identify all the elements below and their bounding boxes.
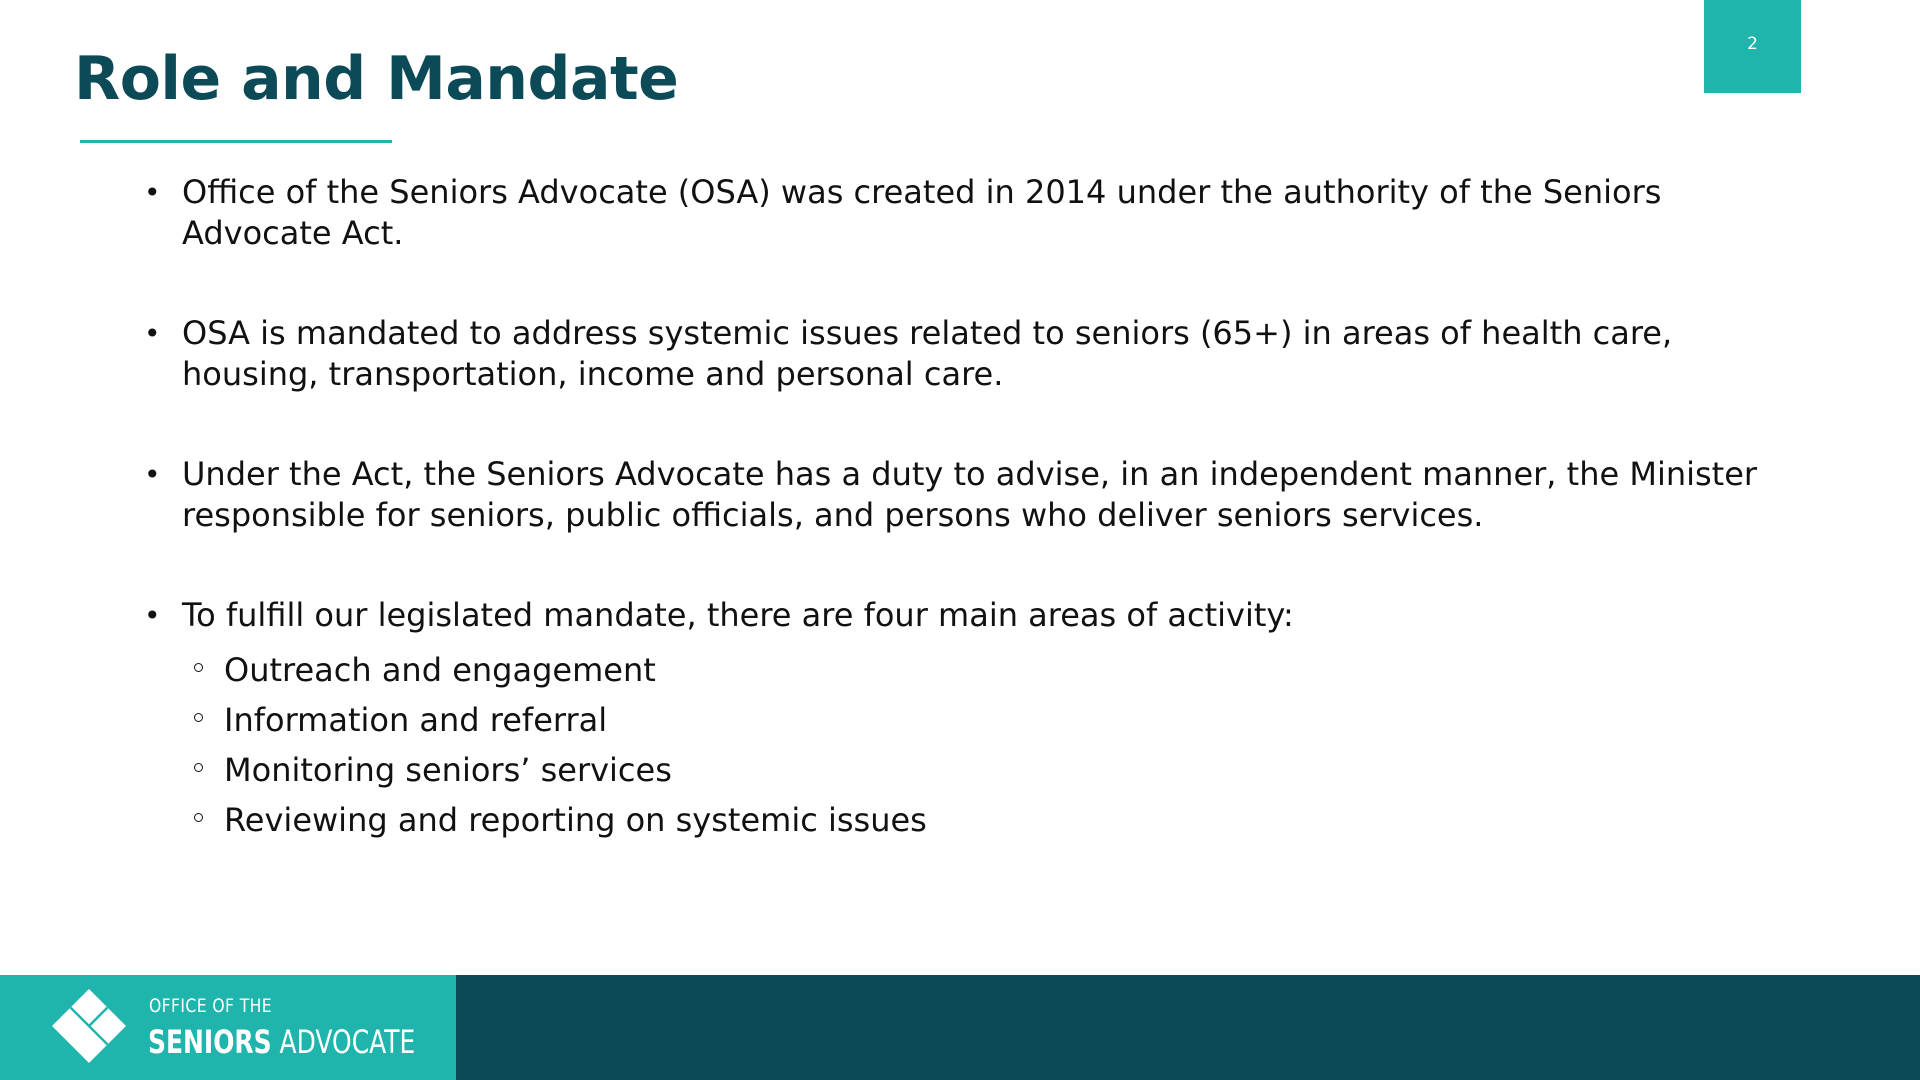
circle-bullet-icon [194, 763, 203, 772]
bullet-text-line: Under the Act, the Seniors Advocate has a duty to advise, in an independent manner, the Minister [182, 455, 1758, 493]
sub-list-item [140, 645, 1780, 695]
bullet-item [140, 313, 1780, 395]
sub-list-item [140, 795, 1780, 845]
slide-title: Role and Mandate [74, 44, 679, 114]
sub-list-item-text: Information and referral [224, 701, 608, 739]
slide-number-badge [1704, 0, 1801, 93]
circle-bullet-icon [194, 663, 203, 672]
logo-text-top: OFFICE OF THE [149, 995, 273, 1017]
bullet-marker: • [144, 599, 161, 632]
sub-list-item-text: Monitoring seniors’ services [224, 751, 672, 789]
footer-bar [0, 975, 1920, 1080]
bullet-text-line: To fulfill our legislated mandate, there are four main areas of activity: [182, 596, 1294, 634]
footer-logo-panel [0, 975, 456, 1080]
sub-list-item-text: Reviewing and reporting on systemic issues [224, 801, 927, 839]
bullet-text-line: responsible for seniors, public officials, and persons who deliver seniors services. [182, 496, 1484, 534]
sub-list-item-text: Outreach and engagement [224, 651, 656, 689]
logo-text-seniors: SENIORS [148, 1023, 272, 1061]
bullet-text-line: OSA is mandated to address systemic issues related to seniors (65+) in areas of health care, [182, 314, 1673, 352]
bullet-marker: • [144, 176, 161, 209]
logo-text-advocate: ADVOCATE [279, 1023, 416, 1061]
bullet-item [140, 454, 1780, 536]
bullet-item [140, 172, 1780, 254]
footer-dark-panel [456, 975, 1920, 1080]
title-underline [80, 140, 392, 143]
activity-sub-list [140, 645, 1780, 845]
circle-bullet-icon [194, 813, 203, 822]
bullet-item [140, 595, 1780, 636]
bullet-text-line: Advocate Act. [182, 214, 404, 252]
bullet-marker: • [144, 317, 161, 350]
bullet-list [140, 172, 1780, 845]
sub-list-item [140, 745, 1780, 795]
bullet-text-line: housing, transportation, income and personal care. [182, 355, 1004, 393]
sub-list-item [140, 695, 1780, 745]
circle-bullet-icon [194, 713, 203, 722]
diamond-logo-icon [48, 985, 130, 1067]
bullet-text-line: Office of the Seniors Advocate (OSA) was created in 2014 under the authority of the Seniors [182, 173, 1662, 211]
logo-text-bottom [148, 1023, 415, 1061]
slide-number: 2 [1747, 34, 1758, 54]
bullet-marker: • [144, 458, 161, 491]
